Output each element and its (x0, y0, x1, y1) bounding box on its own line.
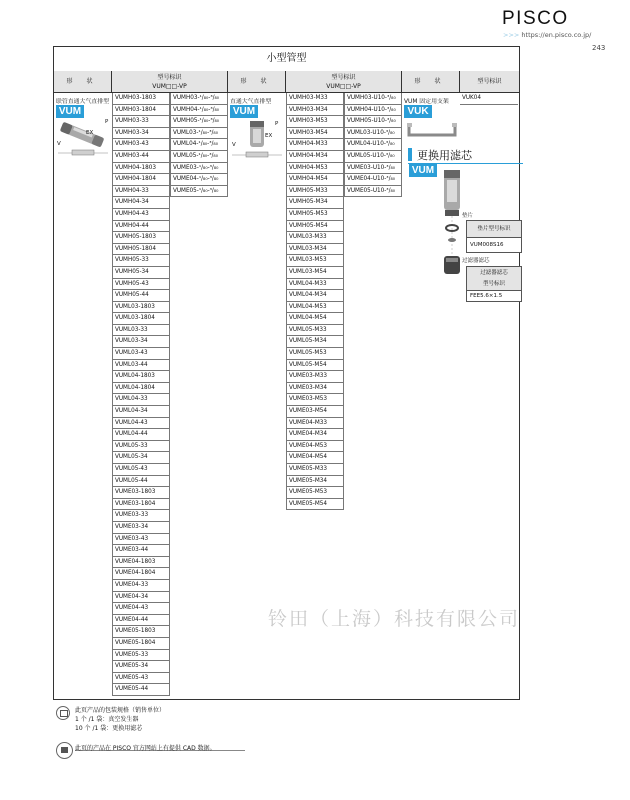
model-cell: VUME04-33 (112, 580, 170, 592)
packaging-line-2: 10 个 /1 袋：更换用滤芯 (75, 725, 143, 732)
model-cell: VUML04-44 (112, 429, 170, 441)
company-watermark: 铃田（上海）科技有限公司 (268, 608, 521, 630)
model-cell: VUMH03-1804 (112, 105, 170, 117)
model-cell: VUML05-M54 (286, 360, 344, 372)
section1-label-ex: EX (86, 130, 94, 136)
model-cell: VUML05-M53 (286, 348, 344, 360)
filter-model-value: FEE5.6×1.5 (470, 293, 503, 299)
section1-model-column-b (170, 93, 228, 197)
section2-label-p: P (275, 121, 279, 127)
model-cell: VUME03-M53 (286, 394, 344, 406)
model-cell: VUMH05-M34 (286, 197, 344, 209)
section2-vum-badge: VUM (230, 105, 258, 118)
model-cell: VUME03-M54 (286, 406, 344, 418)
model-cell: VUMH03-M33 (286, 93, 344, 105)
model-cell: VUMH03-U10-³/₈₀ (344, 93, 402, 105)
model-cell: VUME03-33 (112, 510, 170, 522)
section1-model-column-a (112, 93, 170, 696)
section1-label-p: P (105, 119, 109, 125)
model-cell: VUML03-34 (112, 336, 170, 348)
model-cell: VUME05-34 (112, 661, 170, 673)
model-cell: VUML04-33 (112, 394, 170, 406)
model-cell: VUMH03-¹/₈₀-³/₈₀ (170, 93, 228, 105)
model-cell: VUML05-33 (112, 441, 170, 453)
model-cell: VUME03-M33 (286, 371, 344, 383)
model-cell: VUME03-M34 (286, 383, 344, 395)
model-cell: VUML04-1804 (112, 383, 170, 395)
model-cell: VUME03-U10-³/₈₀ (344, 163, 402, 175)
model-cell: VUML05-M33 (286, 325, 344, 337)
model-cell: VUMH05-33 (112, 255, 170, 267)
model-cell: VUME04-¹/₈₀-³/₈₀ (170, 174, 228, 186)
model-cell: VUMH03-M54 (286, 128, 344, 140)
section3-model-cell: VUK04 (460, 93, 518, 105)
model-cell: VUME03-43 (112, 534, 170, 546)
model-cell: VUML05-M34 (286, 336, 344, 348)
model-cell: VUMH05-¹/₈₀-³/₈₀ (170, 116, 228, 128)
model-cell: VUME05-1804 (112, 638, 170, 650)
page-number: 243 (592, 44, 606, 52)
model-cell: VUMH05-1804 (112, 244, 170, 256)
gasket-model-header: 垫片型号标识 (467, 221, 521, 238)
table-title: 小型管型 (54, 47, 519, 72)
section3-vuk-badge: VUK (404, 105, 432, 118)
section1-model-header: 型号标识 VUM□□-VP (112, 71, 228, 93)
model-cell: VUML03-M33 (286, 232, 344, 244)
model-cell: VUML03-43 (112, 348, 170, 360)
model-cell: VUMH04-1803 (112, 163, 170, 175)
model-cell: VUME05-33 (112, 650, 170, 662)
section2-label-v: V (232, 142, 236, 148)
model-cell: VUML03-M34 (286, 244, 344, 256)
model-cell: VUME03-44 (112, 545, 170, 557)
section3-model-header: 型号标识 (460, 71, 519, 93)
model-cell: VUML05-¹/₈₀-³/₈₀ (170, 151, 228, 163)
model-cell: VUML03-1803 (112, 302, 170, 314)
model-cell: VUME05-M54 (286, 499, 344, 511)
model-cell: VUMH04-¹/₈₀-³/₈₀ (170, 105, 228, 117)
model-cell: VUMH04-44 (112, 221, 170, 233)
model-cell: VUMH05-34 (112, 267, 170, 279)
model-cell: VUME04-44 (112, 615, 170, 627)
model-cell: VUMH04-M53 (286, 163, 344, 175)
model-cell: VUME04-1804 (112, 568, 170, 580)
model-cell: VUMH05-U10-³/₈₀ (344, 116, 402, 128)
model-cell: VUMH04-33 (112, 186, 170, 198)
model-cell: VUME04-M34 (286, 429, 344, 441)
section2-model-column-a (286, 93, 344, 510)
gasket-model-value: VUM008S16 (470, 242, 504, 248)
section1-label-v: V (57, 141, 61, 147)
model-cell: VUME05-¹/₈₀-³/₈₀ (170, 186, 228, 198)
model-cell: VUML03-¹/₈₀-³/₈₀ (170, 128, 228, 140)
model-cell: VUMH05-M53 (286, 209, 344, 221)
cad-note: 此页的产品在 PISCO 官方网站上有提供 CAD 数据。 (75, 745, 216, 752)
section3-product-name: VUM 固定用支架 (404, 99, 449, 105)
filter-model-header-line2: 型号标识 (482, 281, 505, 287)
model-cell: VUME05-43 (112, 673, 170, 685)
filter-model-box (466, 266, 522, 302)
model-cell: VUML03-1804 (112, 313, 170, 325)
url-text[interactable]: https://en.pisco.co.jp/ (521, 31, 592, 39)
model-cell: VUMH05-M54 (286, 221, 344, 233)
model-cell: VUME04-43 (112, 603, 170, 615)
model-cell: VUME05-M33 (286, 464, 344, 476)
filter-parts-image (436, 168, 468, 286)
model-cell: VUML04-1803 (112, 371, 170, 383)
bracket-image (406, 121, 458, 139)
model-cell: VUME05-U10-³/₈₀ (344, 186, 402, 198)
model-cell: VUML04-M34 (286, 290, 344, 302)
model-cell: VUME05-M34 (286, 476, 344, 488)
model-cell: VUML04-34 (112, 406, 170, 418)
model-cell: VUML04-M54 (286, 313, 344, 325)
model-cell: VUMH05-44 (112, 290, 170, 302)
url-arrows: >>> (503, 31, 520, 39)
model-cell: VUMH04-34 (112, 197, 170, 209)
model-cell: VUML05-44 (112, 476, 170, 488)
model-cell: VUME03-1803 (112, 487, 170, 499)
product-table (53, 46, 520, 700)
pisco-logo: PISCO (502, 8, 569, 29)
model-cell: VUMH03-M53 (286, 116, 344, 128)
model-cell: VUML05-34 (112, 452, 170, 464)
section2-model-header: 型号标识 VUM□□-VP (286, 71, 402, 93)
filter-model-header (467, 267, 521, 291)
packaging-title: 此页产品的包装规格（销售单位） (75, 707, 166, 714)
model-cell: VUML04-¹/₈₀-³/₈₀ (170, 139, 228, 151)
packaging-line-1: 1 个 /1 袋：真空发生器 (75, 716, 139, 723)
filter-element-label: 过滤器滤芯 (462, 258, 490, 264)
model-cell: VUME03-1804 (112, 499, 170, 511)
section1-vum-badge: VUM (56, 105, 84, 118)
model-cell: VUMH04-43 (112, 209, 170, 221)
model-cell: VUME04-U10-³/₈₀ (344, 174, 402, 186)
model-cell: VUMH05-M33 (286, 186, 344, 198)
section3-shape-header: 形 状 (402, 71, 460, 93)
website-url[interactable] (503, 31, 591, 39)
model-cell: VUMH04-M54 (286, 174, 344, 186)
model-cell: VUME04-M53 (286, 441, 344, 453)
model-cell: VUML04-U10-³/₈₀ (344, 139, 402, 151)
model-cell: VUML03-U10-³/₈₀ (344, 128, 402, 140)
model-cell: VUMH03-M34 (286, 105, 344, 117)
model-cell: VUML04-M53 (286, 302, 344, 314)
section2-model-column-b (344, 93, 402, 197)
model-cell: VUML03-M53 (286, 255, 344, 267)
section1-product-image (54, 119, 112, 165)
model-cell: VUME05-M53 (286, 487, 344, 499)
filter-vum-badge: VUM (409, 164, 437, 177)
model-cell: VUML04-43 (112, 418, 170, 430)
model-cell: VUMH03-43 (112, 139, 170, 151)
model-cell: VUMH05-43 (112, 279, 170, 291)
cad-icon (56, 742, 73, 759)
model-cell: VUML05-43 (112, 464, 170, 476)
package-icon (56, 706, 70, 720)
model-cell: VUMH03-34 (112, 128, 170, 140)
model-cell: VUMH03-33 (112, 116, 170, 128)
gasket-model-box (466, 220, 522, 253)
model-cell: VUME04-34 (112, 592, 170, 604)
model-cell: VUMH03-1803 (112, 93, 170, 105)
model-cell: VUML03-44 (112, 360, 170, 372)
model-cell: VUML04-M33 (286, 279, 344, 291)
section2-label-ex: EX (265, 133, 273, 139)
section1-shape-header: 形 状 (54, 71, 112, 93)
model-cell: VUME04-1803 (112, 557, 170, 569)
model-cell: VUME03-¹/₈₀-³/₈₀ (170, 163, 228, 175)
model-cell: VUME05-44 (112, 684, 170, 696)
section2-product-name: 直通大气直排型 (230, 99, 272, 105)
model-cell: VUMH05-1803 (112, 232, 170, 244)
gasket-label: 垫片 (462, 213, 474, 219)
filter-title: 更换用滤芯 (417, 149, 472, 162)
section1-product-name: 联管直通大气直排型 (56, 99, 110, 105)
model-cell: VUME04-M33 (286, 418, 344, 430)
model-cell: VUML03-33 (112, 325, 170, 337)
model-cell: VUME03-34 (112, 522, 170, 534)
model-cell: VUMH04-1804 (112, 174, 170, 186)
model-cell: VUME05-1803 (112, 626, 170, 638)
filter-accent-bar (408, 148, 412, 161)
model-cell: VUMH04-M34 (286, 151, 344, 163)
model-cell: VUMH03-44 (112, 151, 170, 163)
model-cell: VUME04-M54 (286, 452, 344, 464)
model-cell: VUML03-M54 (286, 267, 344, 279)
model-cell: VUMH04-M33 (286, 139, 344, 151)
filter-model-header-line1: 过滤器滤芯 (480, 270, 508, 276)
model-cell: VUMH04-U10-³/₈₀ (344, 105, 402, 117)
model-cell: VUML05-U10-³/₈₀ (344, 151, 402, 163)
section2-shape-header: 形 状 (228, 71, 286, 93)
